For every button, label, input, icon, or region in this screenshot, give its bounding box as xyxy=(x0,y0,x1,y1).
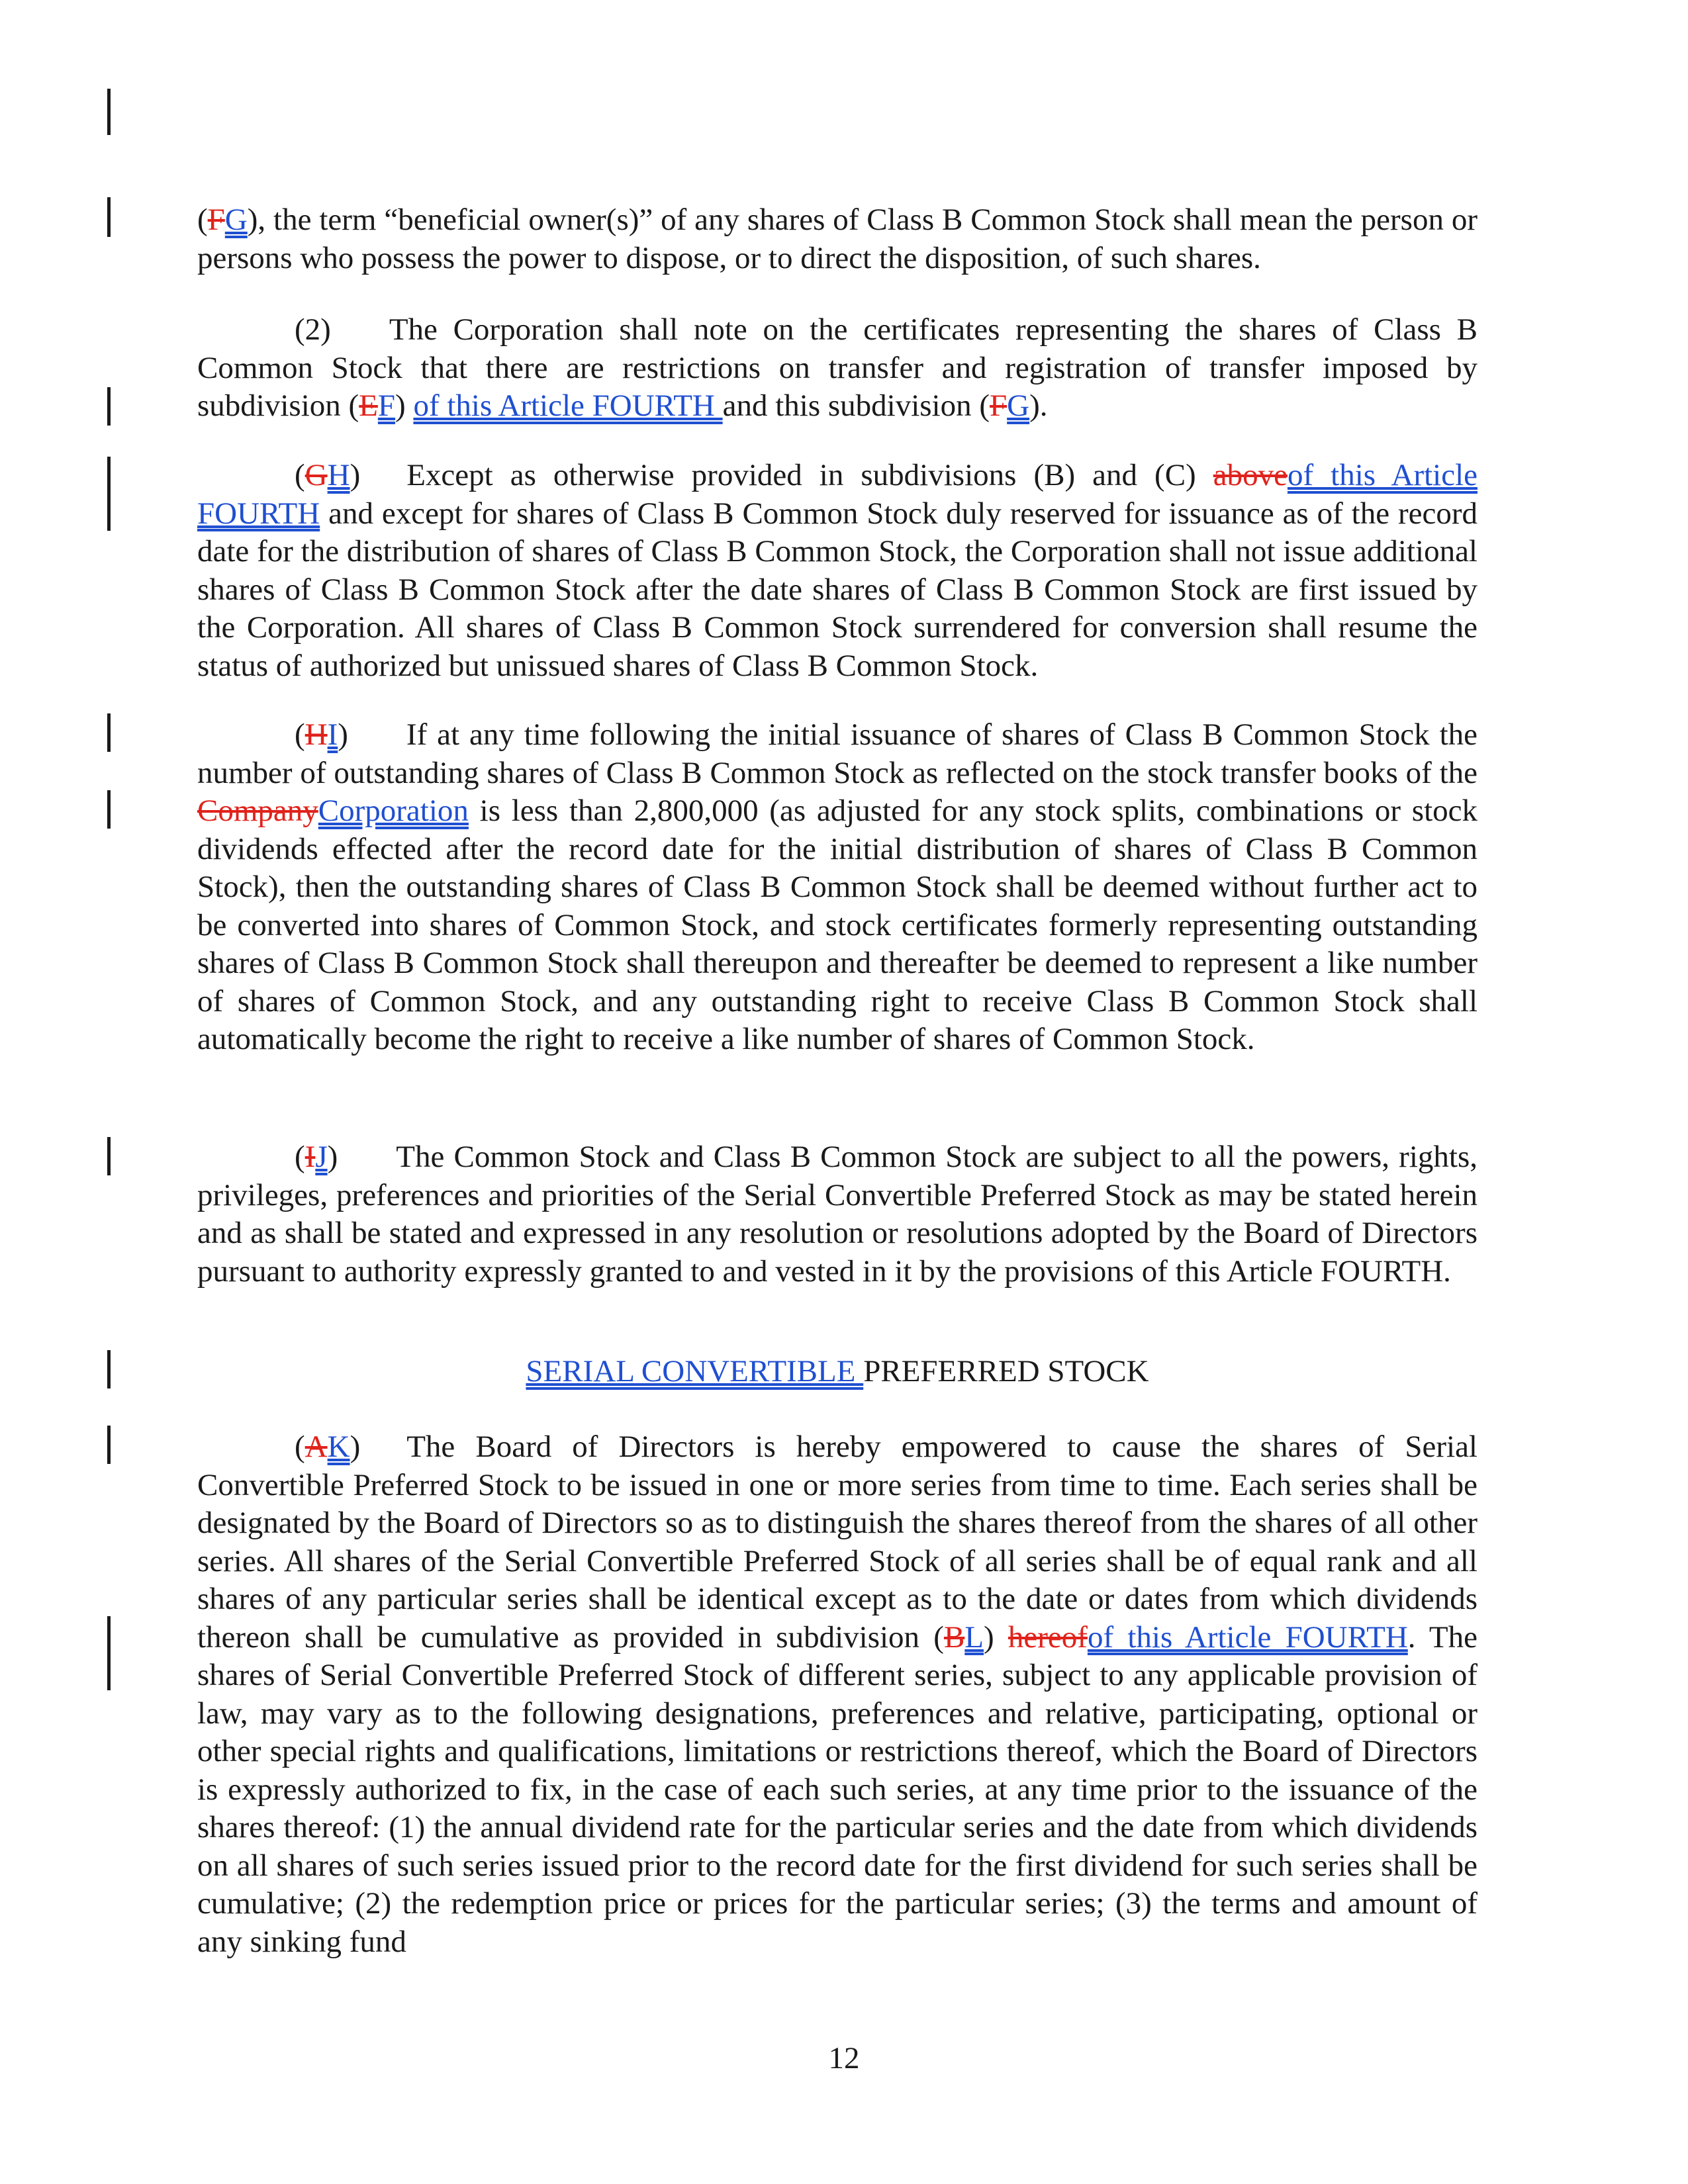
paragraph-k xyxy=(197,1428,1477,1961)
revision-bar xyxy=(107,457,111,531)
inserted-text: SERIAL CONVERTIBLE xyxy=(526,1354,864,1388)
paren: ( xyxy=(295,717,305,752)
paragraph-text: The Board of Directors is hereby empowered to cause the shares of Serial Convertible Preferred Stock to be issued in one or more series from time to time. Each series shall be designated by the Board of Directors so as to distinguish the shares thereof from the shares of all other series. All shares of the Serial Convertible Preferred Stock of all series shall be of equal rank and all shares of any particular series shall be identical except as to the date or dates from which dividends thereon shall be cumulative as provided in subdivision ( xyxy=(197,1430,1477,1655)
inserted-text: G xyxy=(224,203,248,237)
revision-bar xyxy=(107,1137,111,1175)
deleted-label: A xyxy=(305,1430,328,1464)
inserted-text: of this Article FOURTH xyxy=(197,458,1477,531)
deleted-text: Company xyxy=(197,794,318,828)
deleted-label: H xyxy=(305,717,328,752)
inserted-text: L xyxy=(964,1619,984,1655)
deleted-text: hereof xyxy=(1008,1619,1088,1655)
paragraph-text: is less than 2,800,000 (as adjusted for any stock splits, combinations or stock dividends effected after the record date for the initial distribution of shares of Class B Common Stock), then the outstanding shares of Class B Common Stock shall be deemed without further act to be converted into shares of Common Stock, and stock certificates formerly representing outstanding shares of Class B Common Stock shall thereupon and thereafter be deemed to represent a like number of shares of Common Stock, and any outstanding right to receive Class B Common Stock shall automatically become the right to receive a like number of shares of Common Stock. xyxy=(197,794,1477,1056)
heading-text: PREFERRED STOCK xyxy=(863,1354,1149,1388)
paragraph-text: ). xyxy=(1029,388,1048,423)
inserted-text: Corporation xyxy=(318,794,469,828)
deleted-label: I xyxy=(305,1140,316,1174)
paren: ( xyxy=(295,1430,305,1464)
deleted-label: G xyxy=(305,458,328,492)
continuation-paragraph xyxy=(197,201,1477,277)
deleted-text: F xyxy=(207,203,225,237)
inserted-label: K xyxy=(327,1430,350,1464)
inserted-text: of this Article FOURTH xyxy=(413,388,723,423)
paragraph-j xyxy=(197,1138,1477,1291)
paren: ) xyxy=(327,1140,338,1174)
paragraph-text: Except as otherwise provided in subdivisions (B) and (C) xyxy=(406,458,1213,492)
revision-bar xyxy=(107,790,111,829)
paragraph-text: The Common Stock and Class B Common Stock are subject to all the powers, rights, privileges, preferences and priorities of the Serial Convertible Preferred Stock as may be stated herein and as shall be stated and expressed in any resolution or resolutions adopted by the Board of Directors pursuant to authority expressly granted to and vested in it by the provisions of this Article FOURTH. xyxy=(197,1140,1477,1289)
revision-bar xyxy=(107,713,111,752)
paragraph-h xyxy=(197,457,1477,685)
paragraph-text: . The shares of Serial Convertible Preferred Stock of different series, subject to any applicable provision of law, may vary as to the following designations, preferences and relative, participating, optional or other special rights and qualifications, limitations or restrictions thereof, which the Board of Directors is expressly authorized to fix, in the case of each such series, at any time prior to the issuance of the shares thereof: (1) the annual dividend rate for the particular series and the date from which dividends on all shares of such series issued prior to the record date for the first dividend for such series shall be cumulative; (2) the redemption price or prices for the particular series; (3) the terms and amount of any sinking fund xyxy=(197,1619,1478,1959)
revision-bar xyxy=(107,1426,111,1464)
paren: ( xyxy=(197,203,208,237)
inserted-text: F xyxy=(377,388,396,423)
paren: ) xyxy=(338,717,348,752)
section-heading xyxy=(197,1353,1477,1391)
paragraph-label: (2) xyxy=(295,312,331,347)
paren: ) xyxy=(350,458,361,492)
inserted-label: I xyxy=(327,717,338,752)
paragraph-text: and this subdivision ( xyxy=(722,388,990,423)
deleted-text: B xyxy=(943,1619,965,1655)
paren: ( xyxy=(295,458,305,492)
inserted-text: G xyxy=(1007,388,1030,423)
paren: ( xyxy=(295,1140,305,1174)
revision-bar xyxy=(107,387,111,426)
paragraph-text: The Corporation shall note on the certificates representing the shares of Class B Common Stock that there are restrictions on transfer and registration of transfer imposed by subdivision ( xyxy=(197,312,1477,423)
paragraph-text: If at any time following the initial issuance of shares of Class B Common Stock the number of outstanding shares of Class B Common Stock as reflected on the stock transfer books of the xyxy=(197,717,1477,790)
paragraph-text: ) xyxy=(984,1619,1008,1655)
deleted-text: E xyxy=(359,388,378,423)
page-number: 12 xyxy=(828,2041,860,2075)
deleted-text: F xyxy=(990,388,1008,423)
revision-bar xyxy=(107,197,111,237)
paren: ) xyxy=(350,1430,361,1464)
inserted-label: J xyxy=(315,1140,328,1174)
revision-bar xyxy=(107,1616,111,1690)
paragraph-i xyxy=(197,716,1477,1059)
paragraph-text: ), the term “beneficial owner(s)” of any shares of Class B Common Stock shall mean the person or persons who possess the power to dispose, or to direct the disposition, of such shares. xyxy=(197,203,1477,275)
revision-bar xyxy=(107,1350,111,1388)
inserted-label: H xyxy=(327,458,350,492)
deleted-text: above xyxy=(1213,458,1288,492)
paragraph-2 xyxy=(197,311,1477,426)
revision-bar xyxy=(107,89,111,135)
paragraph-text: ) xyxy=(395,388,414,423)
inserted-text: of this Article FOURTH xyxy=(1087,1619,1408,1655)
paragraph-text: and except for shares of Class B Common Stock duly reserved for issuance as of the record date for the distribution of shares of Class B Common Stock, the Corporation shall not issue additional shares of Class B Common Stock after the date shares of Class B Common Stock are first issued by the Corporation. All shares of Class B Common Stock surrendered for conversion shall resume the status of authorized but unissued shares of Class B Common Stock. xyxy=(197,496,1477,683)
